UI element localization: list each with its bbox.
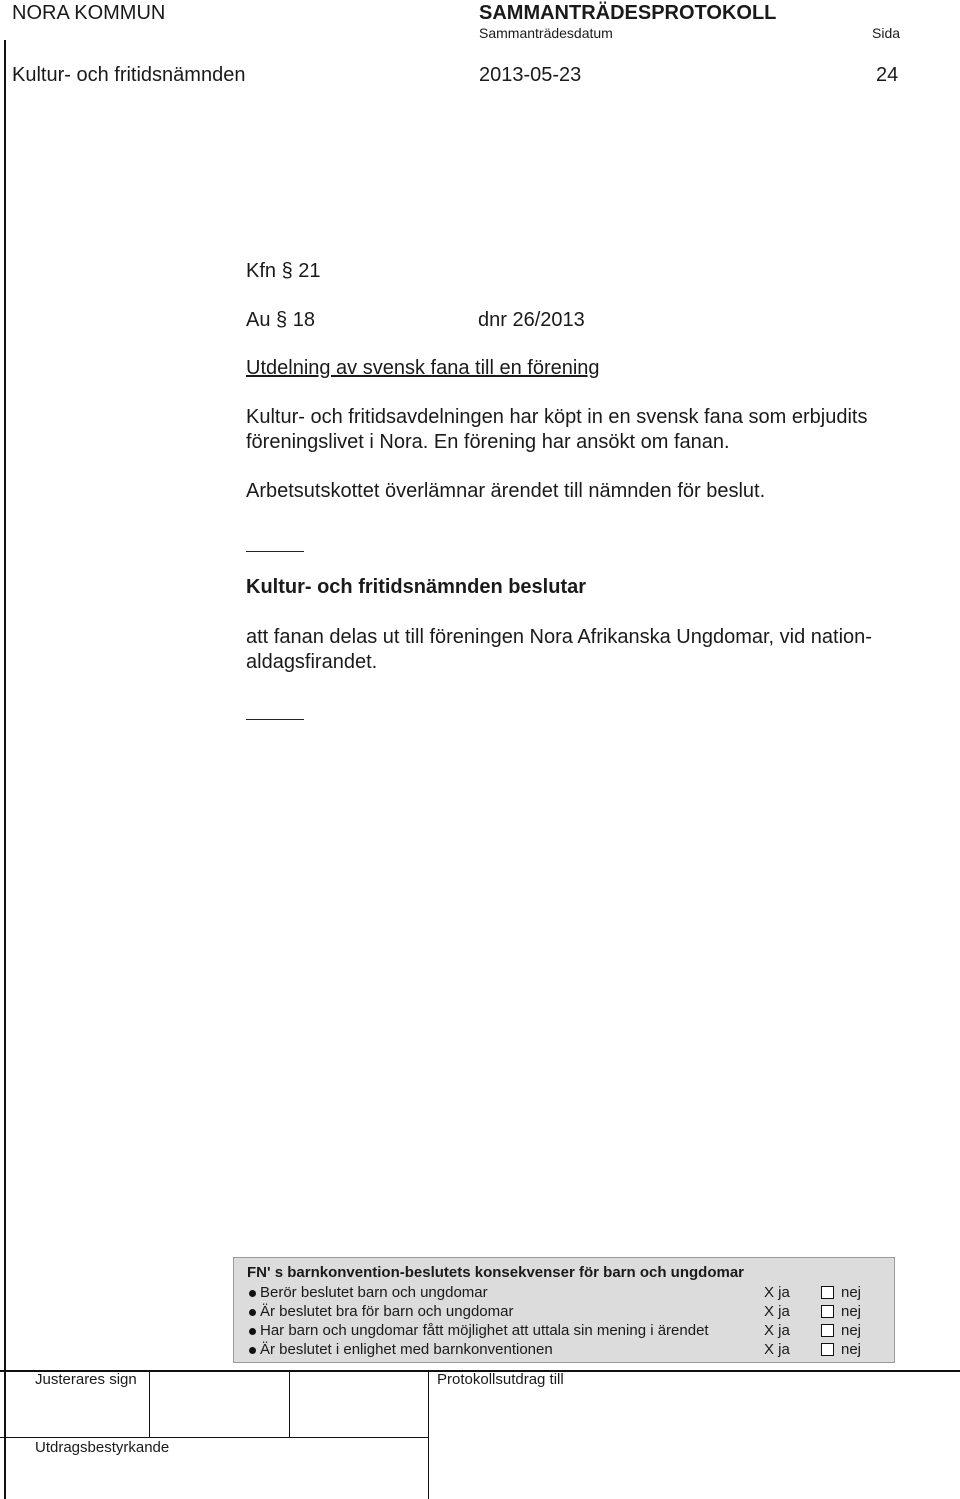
list-item bbox=[247, 1341, 887, 1360]
bullet-icon bbox=[249, 1290, 256, 1297]
document-type: SAMMANTRÄDESPROTOKOLL bbox=[479, 2, 777, 24]
kfn-paragraph-ref: Kfn § 21 bbox=[246, 260, 321, 282]
meeting-date-label: Sammanträdesdatum bbox=[479, 25, 613, 41]
child-convention-title: FN' s barnkonvention-beslutets konsekvenser för barn och ungdomar bbox=[247, 1264, 744, 1281]
list-item bbox=[247, 1322, 887, 1341]
footer-row-divider bbox=[0, 1437, 428, 1438]
adjuster-signature-label: Justerares sign bbox=[35, 1371, 137, 1388]
checkbox-no[interactable] bbox=[821, 1324, 834, 1337]
bullet-icon bbox=[249, 1328, 256, 1335]
checkbox-no[interactable] bbox=[821, 1343, 834, 1356]
answer-yes: X ja bbox=[764, 1322, 790, 1339]
bullet-icon bbox=[249, 1309, 256, 1316]
footer-cell-divider bbox=[289, 1370, 290, 1437]
committee-name: Kultur- och fritidsnämnden bbox=[12, 64, 246, 86]
page-label: Sida bbox=[872, 25, 901, 41]
decision-text: att fanan delas ut till föreningen Nora Afrikanska Ungdomar, vid nation-aldagsfirandet. bbox=[246, 626, 872, 673]
answer-no-label: nej bbox=[841, 1303, 862, 1320]
item-subject: Utdelning av svensk fana till en förening bbox=[246, 357, 600, 379]
answer-yes: X ja bbox=[764, 1341, 790, 1358]
background-paragraph: Kultur- och fritidsavdelningen har köpt in en svensk fana som erbjudits föreningslivet i Nora. En förening har ansökt om fanan. bbox=[246, 406, 868, 453]
list-item bbox=[247, 1303, 887, 1322]
organization-name: NORA KOMMUN bbox=[12, 2, 166, 24]
referral-paragraph: Arbetsutskottet överlämnar ärendet till nämnden för beslut. bbox=[246, 480, 766, 502]
section-divider bbox=[246, 719, 304, 720]
certifier-label: Utdragsbestyrkande bbox=[35, 1439, 170, 1456]
question-text: Har barn och ungdomar fått möjlighet att uttala sin mening i ärendet bbox=[260, 1322, 709, 1339]
answer-yes: X ja bbox=[764, 1284, 790, 1301]
diary-number: dnr 26/2013 bbox=[478, 309, 585, 331]
footer-cell-divider bbox=[428, 1370, 429, 1499]
decision-heading: Kultur- och fritidsnämnden beslutar bbox=[246, 576, 587, 598]
footer-cell-divider bbox=[149, 1370, 150, 1437]
child-convention-box bbox=[233, 1257, 895, 1363]
checkbox-no[interactable] bbox=[821, 1305, 834, 1318]
answer-no-label: nej bbox=[841, 1322, 862, 1339]
left-margin-line bbox=[4, 40, 6, 1499]
extract-recipients-label: Protokollsutdrag till bbox=[437, 1371, 564, 1388]
answer-no-label: nej bbox=[841, 1341, 862, 1358]
checkbox-no[interactable] bbox=[821, 1286, 834, 1299]
au-paragraph-ref: Au § 18 bbox=[246, 309, 315, 331]
meeting-date: 2013-05-23 bbox=[479, 64, 582, 86]
question-text: Är beslutet i enlighet med barnkonventionen bbox=[260, 1341, 553, 1358]
question-text: Är beslutet bra för barn och ungdomar bbox=[260, 1303, 514, 1320]
answer-no-label: nej bbox=[841, 1284, 862, 1301]
page-number: 24 bbox=[876, 64, 899, 86]
list-item bbox=[247, 1284, 887, 1303]
bullet-icon bbox=[249, 1347, 256, 1354]
answer-yes: X ja bbox=[764, 1303, 790, 1320]
question-text: Berör beslutet barn och ungdomar bbox=[260, 1284, 488, 1301]
section-divider bbox=[246, 551, 304, 552]
